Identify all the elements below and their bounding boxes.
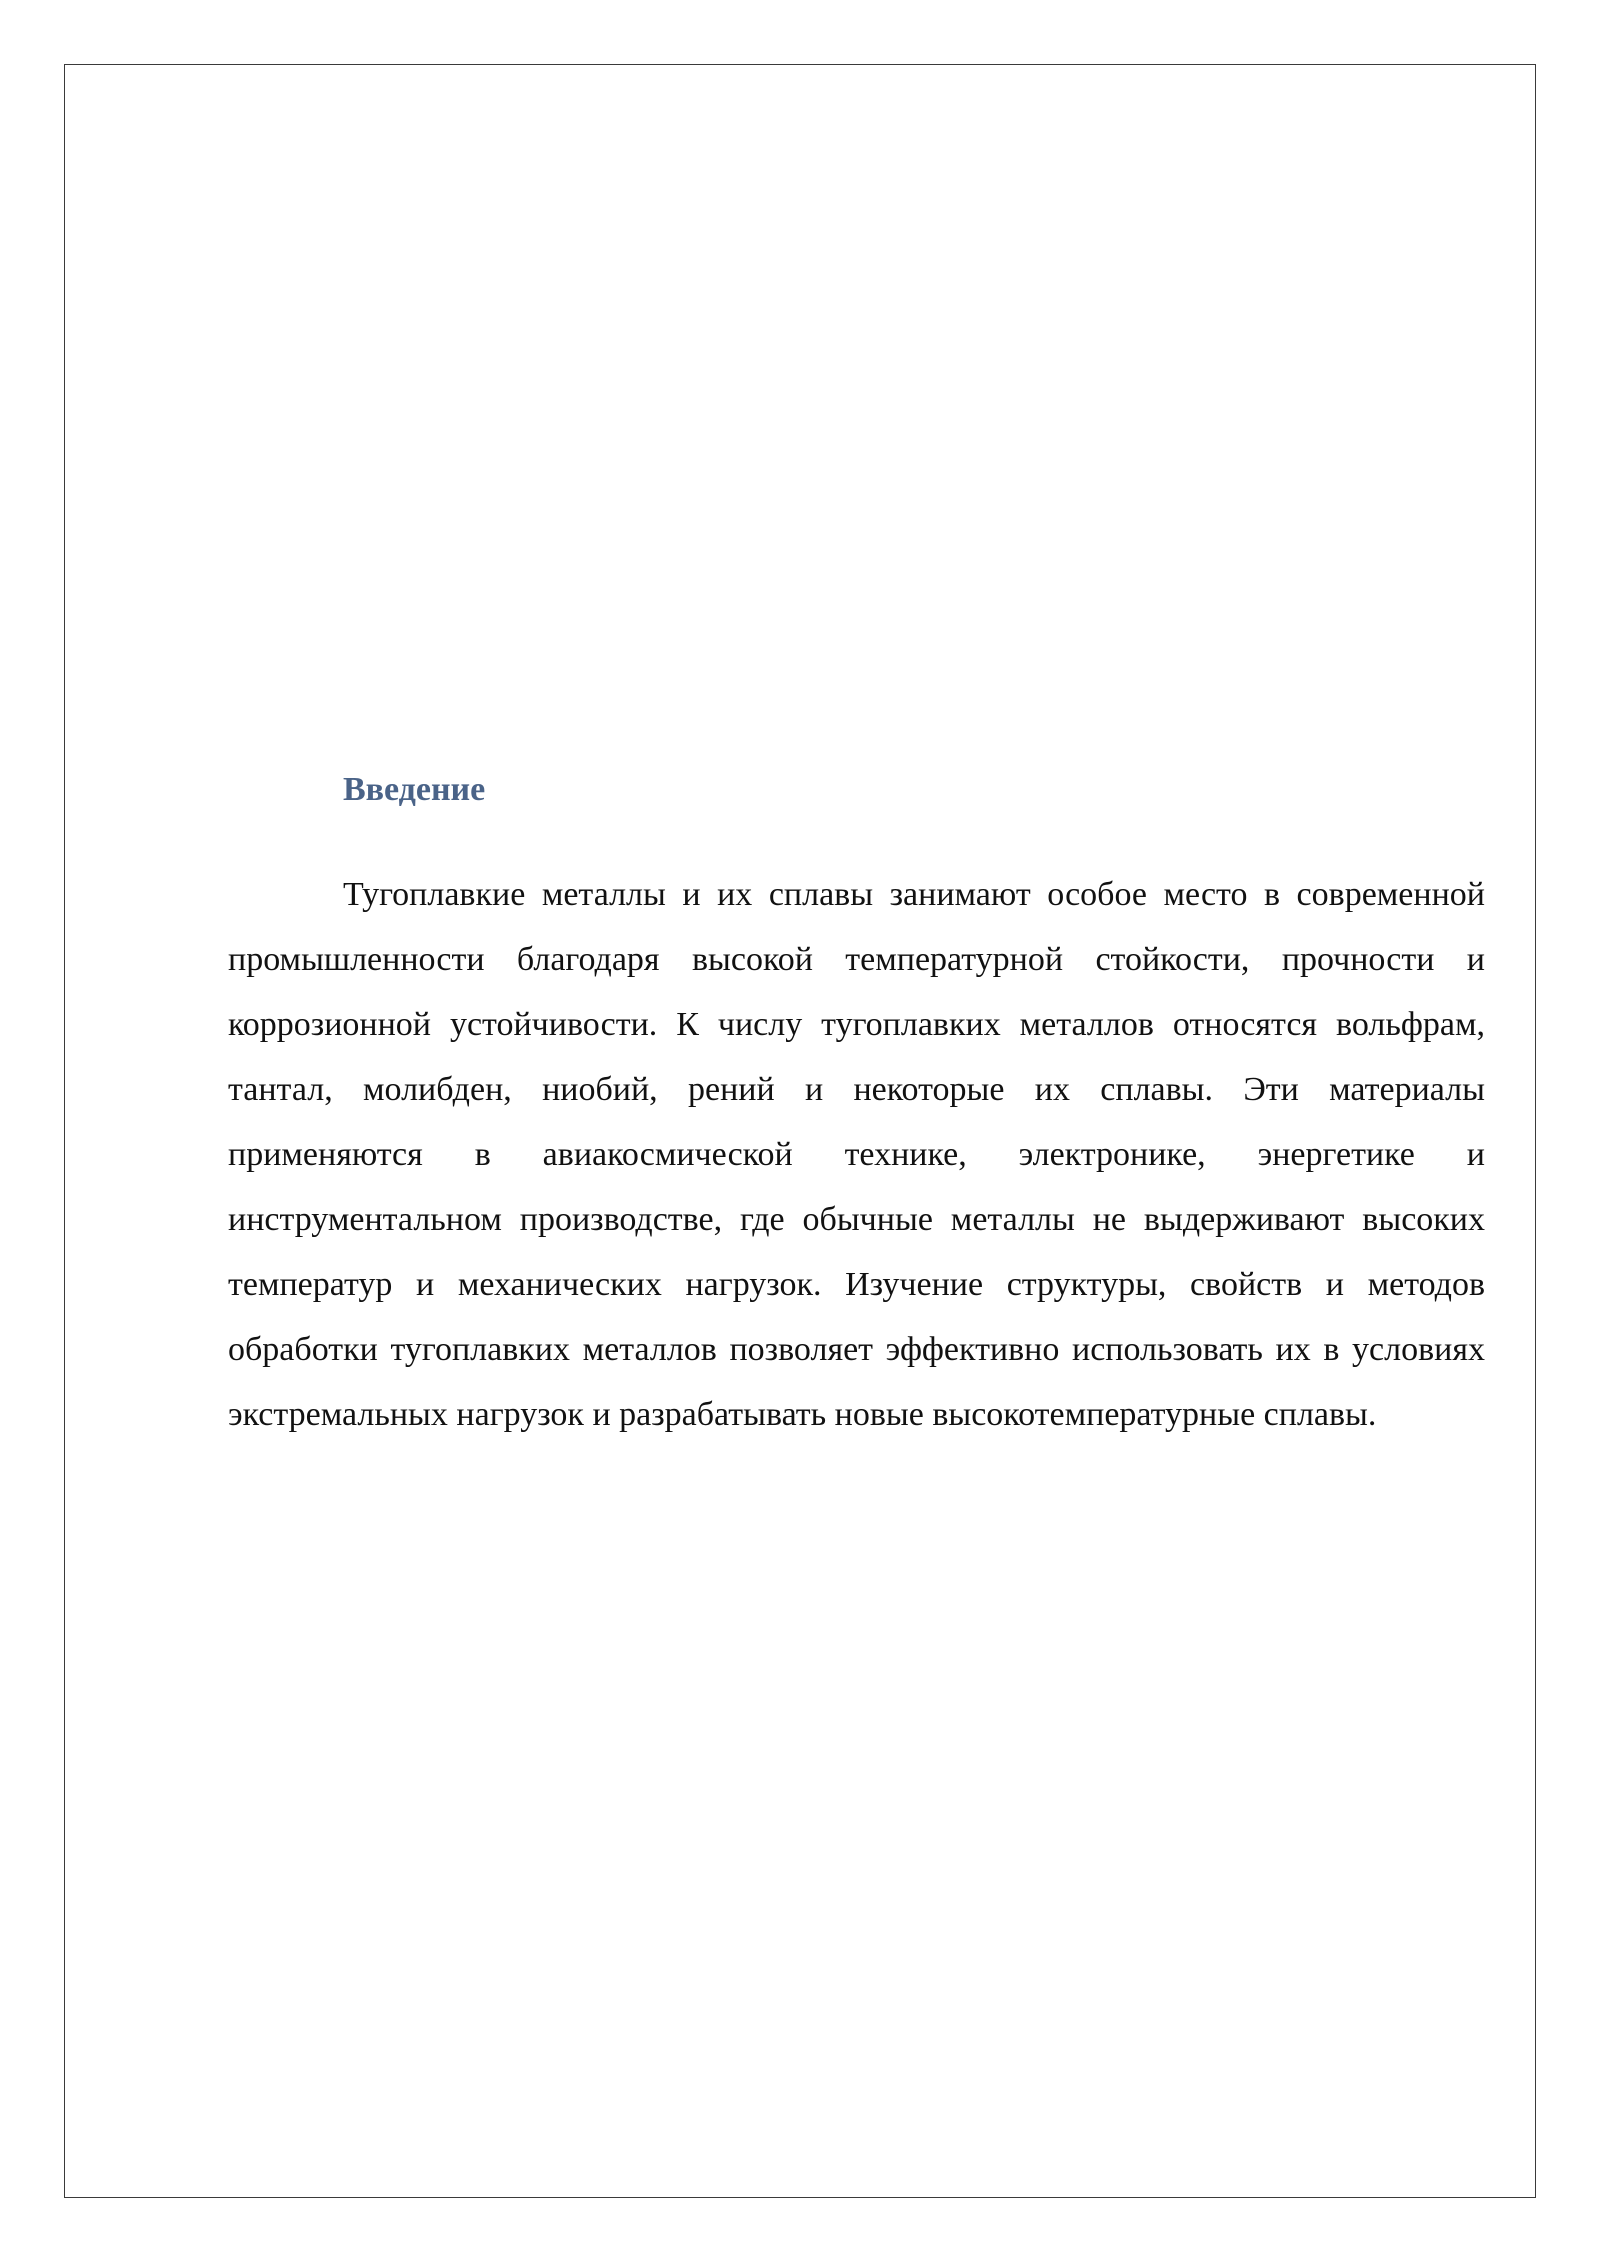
body-paragraph: Тугоплавкие металлы и их сплавы занимают особое место в современной промышленности благодаря высокой температурной стойкости, прочности и коррозионной устойчивости. К числу тугоплавких металлов относятся вольфрам, тантал, молибден, ниобий, рений и некоторые их сплавы. Эти материалы применяются в авиакосмической технике, электронике, энергетике и инструментальном производстве, где обычные металлы не выдерживают высоких температур и механических нагрузок. Изучение структуры, свойств и методов обработки тугоплавких металлов позволяет эффективно использовать их в условиях экстремальных нагрузок и разрабатывать новые высокотемпературные сплавы. [228,876,1485,1433]
section-heading: Введение [343,771,486,808]
